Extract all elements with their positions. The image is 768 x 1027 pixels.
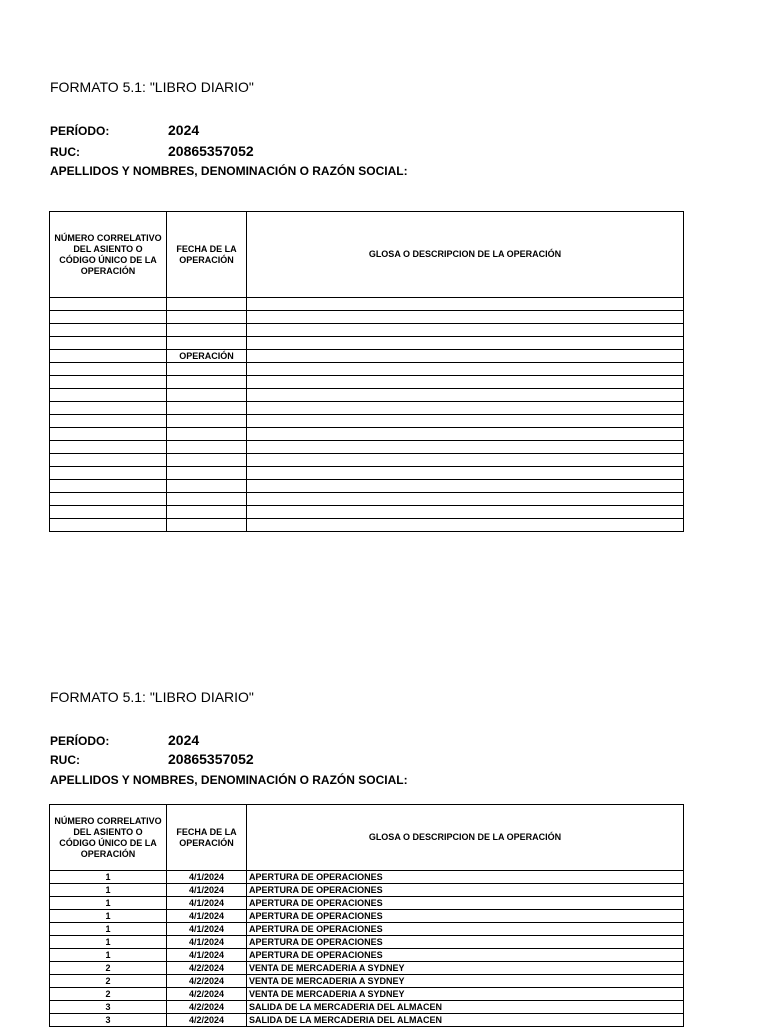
cell-numero — [50, 506, 167, 519]
table-row — [50, 871, 684, 884]
table-row — [50, 467, 684, 480]
cell-fecha: OPERACIÓN — [167, 350, 247, 363]
header-glosa-descripcion: GLOSA O DESCRIPCION DE LA OPERACIÓN — [247, 805, 684, 871]
cell-numero: 1 — [50, 923, 167, 936]
section-1-ruc-value: 20865357052 — [168, 143, 254, 159]
cell-numero — [50, 454, 167, 467]
cell-glosa — [247, 428, 684, 441]
table-row — [50, 910, 684, 923]
cell-numero — [50, 441, 167, 454]
table-row — [50, 363, 684, 376]
table-row — [50, 519, 684, 532]
cell-numero: 2 — [50, 988, 167, 1001]
header-numero-correlativo: NÚMERO CORRELATIVO DEL ASIENTO O CÓDIGO ÚNICO DE LA OPERACIÓN — [50, 212, 167, 298]
table-row — [50, 480, 684, 493]
cell-fecha — [167, 363, 247, 376]
cell-glosa — [247, 389, 684, 402]
cell-fecha — [167, 389, 247, 402]
cell-numero: 1 — [50, 871, 167, 884]
cell-glosa — [247, 363, 684, 376]
cell-fecha: 4/1/2024 — [167, 936, 247, 949]
cell-glosa — [247, 402, 684, 415]
cell-numero — [50, 337, 167, 350]
cell-numero — [50, 519, 167, 532]
cell-fecha: 4/2/2024 — [167, 988, 247, 1001]
cell-numero — [50, 363, 167, 376]
cell-numero: 3 — [50, 1014, 167, 1027]
table-row — [50, 415, 684, 428]
cell-fecha — [167, 298, 247, 311]
cell-glosa: APERTURA DE OPERACIONES — [247, 897, 684, 910]
cell-fecha — [167, 415, 247, 428]
cell-glosa: VENTA DE MERCADERIA A SYDNEY — [247, 975, 684, 988]
cell-fecha — [167, 493, 247, 506]
cell-fecha — [167, 480, 247, 493]
cell-glosa: SALIDA DE LA MERCADERIA DEL ALMACEN — [247, 1001, 684, 1014]
table-row — [50, 1001, 684, 1014]
table-row — [50, 897, 684, 910]
cell-fecha: 4/1/2024 — [167, 884, 247, 897]
cell-glosa: APERTURA DE OPERACIONES — [247, 910, 684, 923]
cell-numero — [50, 389, 167, 402]
cell-glosa — [247, 337, 684, 350]
cell-fecha — [167, 506, 247, 519]
header-row — [50, 212, 684, 298]
cell-numero — [50, 415, 167, 428]
cell-fecha — [167, 454, 247, 467]
section-1-title: FORMATO 5.1: "LIBRO DIARIO" — [50, 79, 254, 95]
cell-glosa — [247, 441, 684, 454]
cell-glosa — [247, 454, 684, 467]
table-row — [50, 506, 684, 519]
cell-glosa — [247, 506, 684, 519]
cell-numero — [50, 298, 167, 311]
cell-glosa: APERTURA DE OPERACIONES — [247, 871, 684, 884]
cell-fecha: 4/1/2024 — [167, 949, 247, 962]
table-row — [50, 975, 684, 988]
cell-fecha — [167, 428, 247, 441]
cell-fecha: 4/1/2024 — [167, 871, 247, 884]
table-row — [50, 324, 684, 337]
table-row — [50, 949, 684, 962]
table-row — [50, 428, 684, 441]
cell-glosa — [247, 298, 684, 311]
section-1-periodo-value: 2024 — [168, 122, 200, 138]
cell-numero — [50, 402, 167, 415]
cell-glosa — [247, 519, 684, 532]
table-row — [50, 402, 684, 415]
cell-fecha — [167, 467, 247, 480]
section-2-ledger-table — [49, 804, 684, 1027]
cell-fecha — [167, 441, 247, 454]
cell-fecha — [167, 519, 247, 532]
table-row — [50, 298, 684, 311]
table-row — [50, 923, 684, 936]
section-1-periodo-label: PERÍODO: — [50, 124, 110, 138]
cell-numero: 3 — [50, 1001, 167, 1014]
cell-fecha: 4/2/2024 — [167, 975, 247, 988]
header-glosa-descripcion: GLOSA O DESCRIPCION DE LA OPERACIÓN — [247, 212, 684, 298]
cell-glosa — [247, 480, 684, 493]
cell-numero — [50, 428, 167, 441]
cell-fecha — [167, 324, 247, 337]
cell-glosa: VENTA DE MERCADERIA A SYDNEY — [247, 962, 684, 975]
cell-numero — [50, 350, 167, 363]
section-2-ruc-value: 20865357052 — [168, 751, 254, 767]
cell-numero: 2 — [50, 975, 167, 988]
table-row — [50, 884, 684, 897]
section-2-ruc-label: RUC: — [50, 753, 80, 767]
table-row — [50, 1014, 684, 1027]
header-numero-correlativo: NÚMERO CORRELATIVO DEL ASIENTO O CÓDIGO ÚNICO DE LA OPERACIÓN — [50, 805, 167, 871]
cell-numero — [50, 480, 167, 493]
cell-glosa: APERTURA DE OPERACIONES — [247, 923, 684, 936]
cell-numero: 1 — [50, 910, 167, 923]
section-1-ledger-table — [49, 211, 684, 532]
cell-numero — [50, 311, 167, 324]
cell-numero: 1 — [50, 936, 167, 949]
section-2-periodo-value: 2024 — [168, 732, 200, 748]
cell-fecha — [167, 376, 247, 389]
cell-fecha — [167, 311, 247, 324]
section-2-periodo-label: PERÍODO: — [50, 734, 110, 748]
cell-fecha: 4/1/2024 — [167, 923, 247, 936]
section-1-razon-label: APELLIDOS Y NOMBRES, DENOMINACIÓN O RAZÓN SOCIAL: — [50, 164, 408, 178]
table-row — [50, 962, 684, 975]
table-row — [50, 988, 684, 1001]
table-row — [50, 350, 684, 363]
table-row — [50, 493, 684, 506]
cell-glosa — [247, 467, 684, 480]
section-1-ruc-label: RUC: — [50, 145, 80, 159]
cell-glosa — [247, 415, 684, 428]
header-row — [50, 805, 684, 871]
table-row — [50, 311, 684, 324]
cell-fecha: 4/1/2024 — [167, 897, 247, 910]
cell-glosa: APERTURA DE OPERACIONES — [247, 936, 684, 949]
cell-glosa: VENTA DE MERCADERIA A SYDNEY — [247, 988, 684, 1001]
table-row — [50, 337, 684, 350]
cell-glosa — [247, 350, 684, 363]
section-2-title: FORMATO 5.1: "LIBRO DIARIO" — [50, 689, 254, 705]
table-row — [50, 441, 684, 454]
cell-fecha: 4/2/2024 — [167, 962, 247, 975]
cell-fecha: 4/2/2024 — [167, 1001, 247, 1014]
cell-numero — [50, 376, 167, 389]
cell-glosa — [247, 324, 684, 337]
cell-glosa — [247, 376, 684, 389]
cell-numero — [50, 467, 167, 480]
cell-glosa: APERTURA DE OPERACIONES — [247, 949, 684, 962]
cell-numero: 2 — [50, 962, 167, 975]
cell-numero: 1 — [50, 949, 167, 962]
table-row — [50, 389, 684, 402]
section-2-razon-label: APELLIDOS Y NOMBRES, DENOMINACIÓN O RAZÓN SOCIAL: — [50, 773, 408, 787]
header-fecha-operacion: FECHA DE LA OPERACIÓN — [167, 212, 247, 298]
cell-glosa — [247, 493, 684, 506]
cell-numero: 1 — [50, 897, 167, 910]
table-row — [50, 454, 684, 467]
cell-fecha — [167, 402, 247, 415]
table-row — [50, 376, 684, 389]
cell-fecha: 4/1/2024 — [167, 910, 247, 923]
cell-glosa — [247, 311, 684, 324]
cell-numero — [50, 324, 167, 337]
header-fecha-operacion: FECHA DE LA OPERACIÓN — [167, 805, 247, 871]
cell-numero: 1 — [50, 884, 167, 897]
cell-fecha — [167, 337, 247, 350]
table-row — [50, 936, 684, 949]
cell-numero — [50, 493, 167, 506]
cell-fecha: 4/2/2024 — [167, 1014, 247, 1027]
cell-glosa: SALIDA DE LA MERCADERIA DEL ALMACEN — [247, 1014, 684, 1027]
cell-glosa: APERTURA DE OPERACIONES — [247, 884, 684, 897]
